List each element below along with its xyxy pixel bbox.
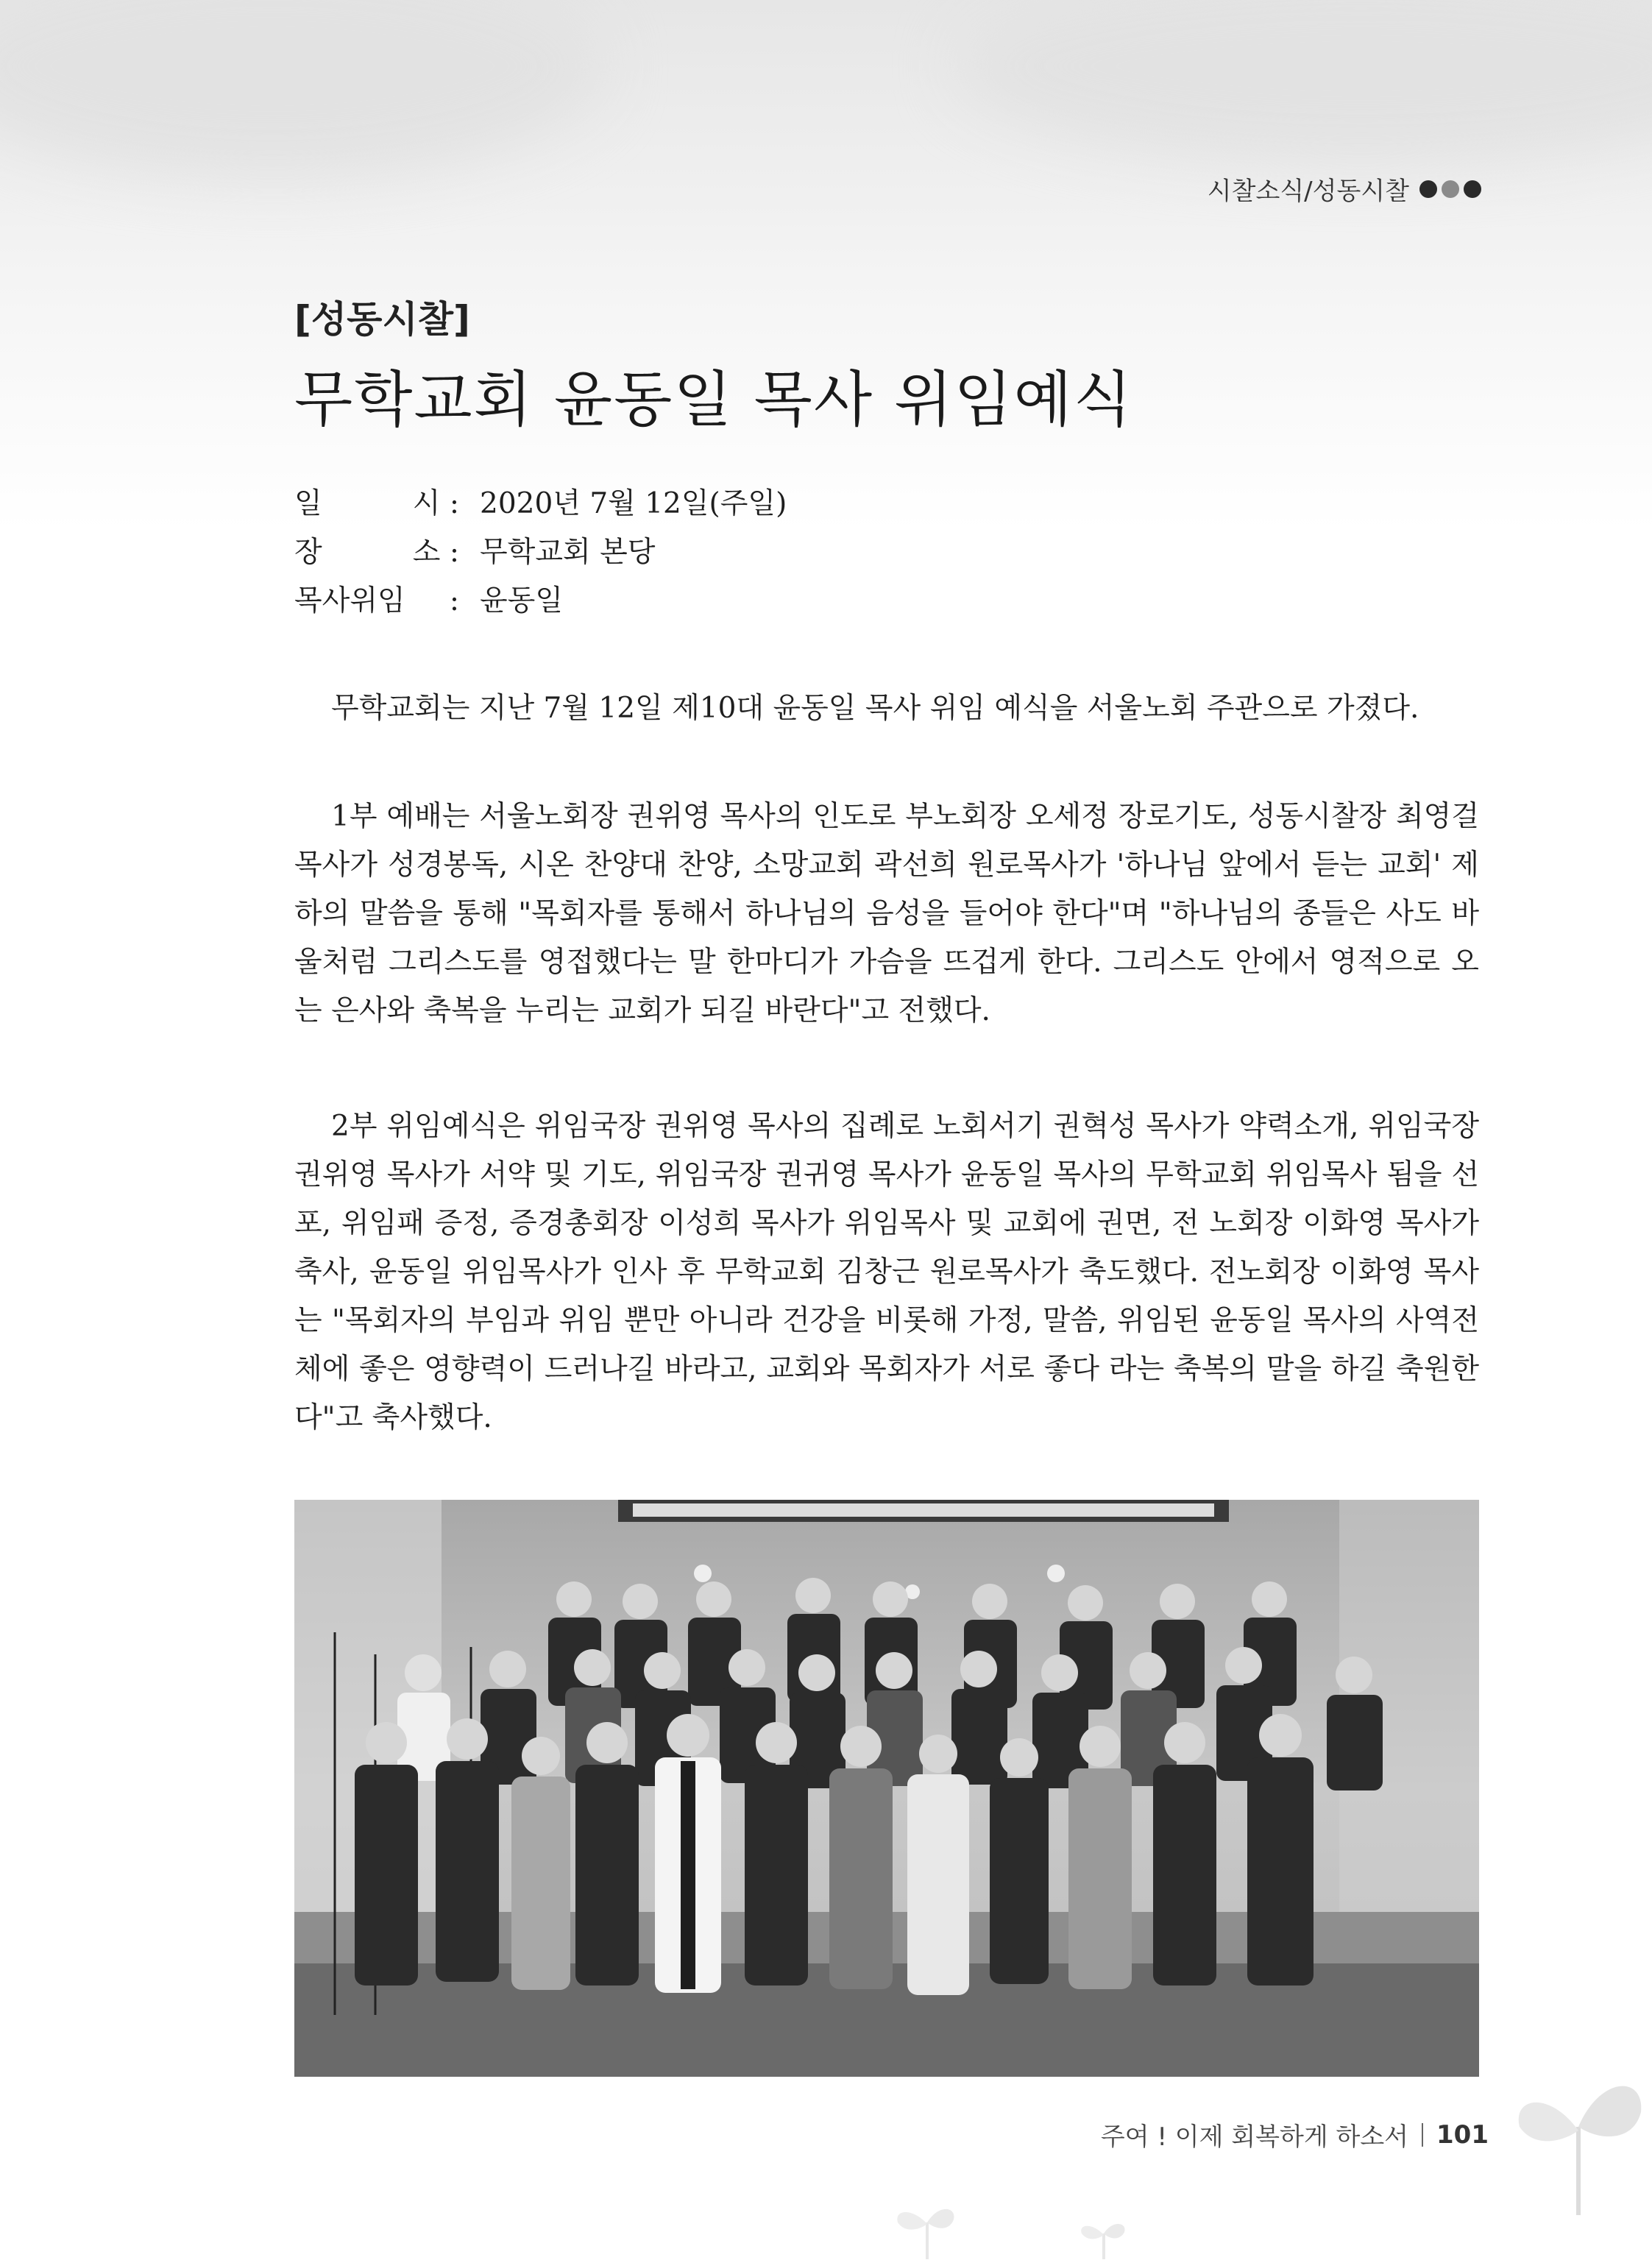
- sprout-decoration-icon: [883, 2164, 1398, 2259]
- info-label-part: :: [449, 584, 459, 617]
- footer-slogan: 주여 ! 이제 회복하게 하소서: [1100, 2122, 1409, 2152]
- paragraph-intro: [294, 684, 1479, 733]
- page-number: 101: [1436, 2119, 1489, 2150]
- info-label: [294, 577, 459, 626]
- dot-icon: [1442, 180, 1459, 198]
- group-photo: [294, 1500, 1479, 2077]
- paragraph-text: 2부 위임예식은 위임국장 권위영 목사의 집례로 노회서기 권혁성 목사가 약력소개, 위임국장 권위영 목사가 서약 및 기도, 위임국장 권귀영 목사가 윤동일 목사의 무학교회 위임목사 됨을 선포, 위임패 증정, 증경총회장 이성희 목사가 위임목사 및 교회에 권면, 전 노회장 이화영 목사가 축사, 윤동일 위임목사가 인사 후 무학교회 김창근 원로목사가 축도했다. 전노회장 이화영 목사는 "목회자의 부임과 위임 뿐만 아니라 건강을 비롯해 가정, 말씀, 위임된 윤동일 목사의 사역전체에 좋은 영향력이 드러나길 바라고, 교회와 목회자가 서로 좋다 라는 축복의 말을 하길 축원한다"고 축사했다.: [294, 1110, 1479, 1434]
- info-label-part: 장: [294, 536, 322, 569]
- page-footer: [1101, 2116, 1489, 2153]
- section-label: 시찰소식/성동시찰: [1207, 177, 1409, 206]
- paragraph-installation: [294, 1102, 1479, 1442]
- info-row-date: [294, 480, 787, 528]
- info-value-pastor: 윤동일: [480, 584, 564, 617]
- article-info: [294, 480, 787, 626]
- paragraph-text: 무학교회는 지난 7월 12일 제10대 윤동일 목사 위임 예식을 서울노회 주관으로 가졌다.: [331, 692, 1419, 725]
- info-label: [294, 480, 459, 528]
- leaf-decoration-icon: [1505, 2046, 1652, 2222]
- info-value-date: 2020년 7월 12일(주일): [480, 487, 787, 520]
- article-category: [성동시찰]: [294, 298, 470, 341]
- info-value-place: 무학교회 본당: [480, 536, 656, 569]
- group-photo-image: [294, 1500, 1479, 2077]
- article-title: 무학교회 윤동일 목사 위임예식: [294, 365, 1133, 435]
- dot-icon: [1419, 180, 1437, 198]
- info-label-part: 시 :: [412, 487, 459, 520]
- info-label: [294, 528, 459, 577]
- info-label-part: 목사위임: [294, 584, 405, 617]
- info-label-part: 소 :: [412, 536, 459, 569]
- paragraph-text: 1부 예배는 서울노회장 권위영 목사의 인도로 부노회장 오세정 장로기도, 성동시찰장 최영걸 목사가 성경봉독, 시온 찬양대 찬양, 소망교회 곽선희 원로목사가 '하나님 앞에서 듣는 교회' 제하의 말씀을 통해 "목회자를 통해서 하나님의 음성을 들어야 한다"며 "하나님의 종들은 사도 바울처럼 그리스도를 영접했다는 말 한마디가 가슴을 뜨겁게 한다. 그리스도 안에서 영적으로 오는 은사와 축복을 누리는 교회가 되길 바란다"고 전했다.: [294, 800, 1479, 1027]
- section-dots: [1419, 180, 1481, 198]
- section-header: [1208, 171, 1481, 207]
- dot-icon: [1464, 180, 1481, 198]
- info-row-pastor: [294, 577, 787, 626]
- paragraph-service: [294, 793, 1479, 1035]
- info-label-part: 일: [294, 487, 322, 520]
- footer-separator: [1422, 2123, 1423, 2147]
- info-row-place: [294, 528, 787, 577]
